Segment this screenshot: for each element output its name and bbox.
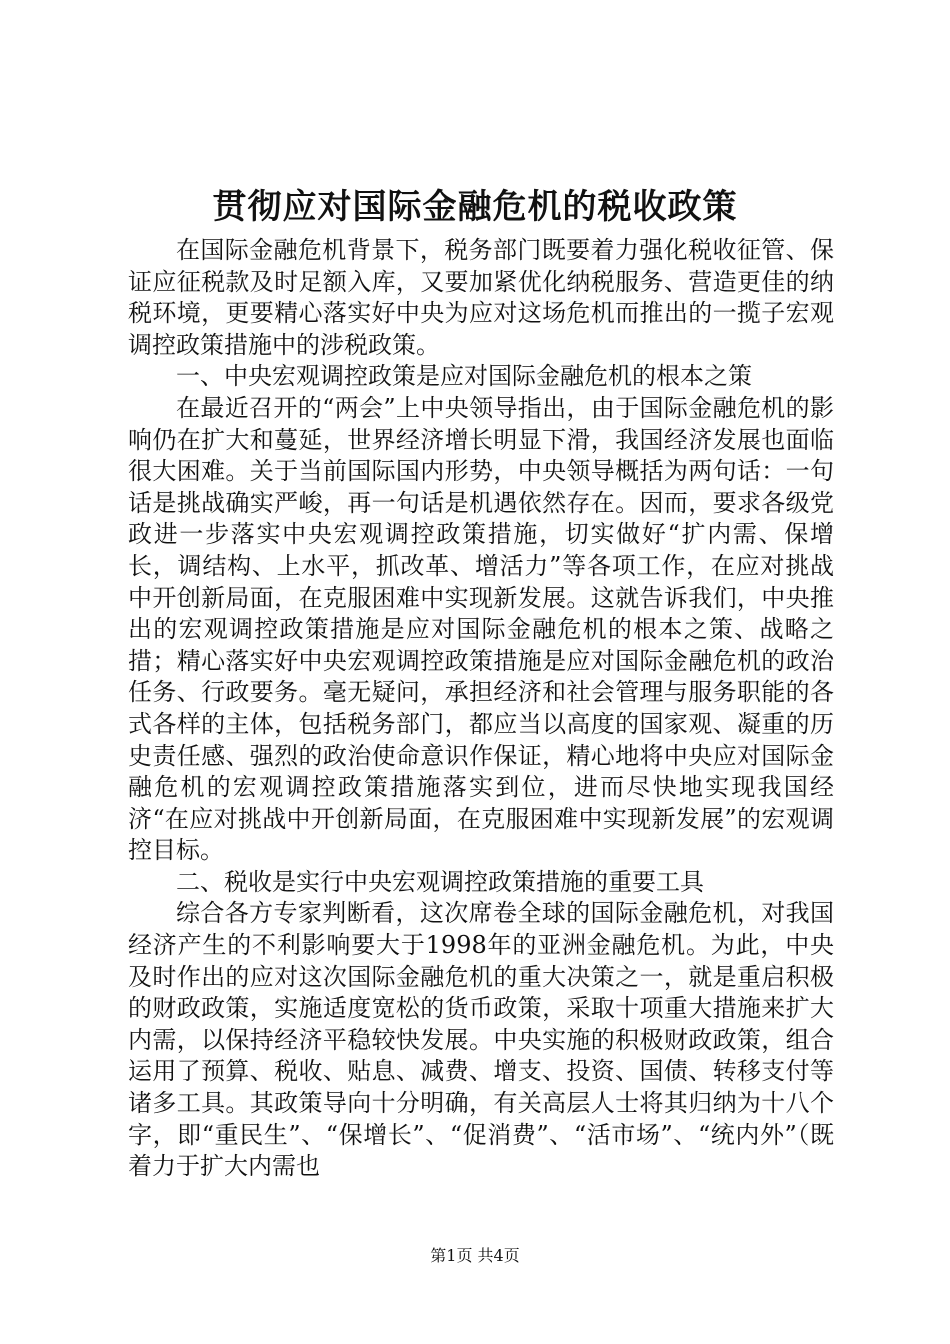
- paragraph-section-1: 在最近召开的“两会”上中央领导指出，由于国际金融危机的影响仍在扩大和蔓延，世界经济增长明显下滑，我国经济发展也面临很大困难。关于当前国际国内形势，中央领导概括为两句话：一句话是挑战确实严峻，再一句话是机遇依然存在。因而，要求各级党政进一步落实中央宏观调控政策措施，切实做好“扩内需、保增长，调结构、上水平，抓改革、增活力”等各项工作，在应对挑战中开创新局面，在克服困难中实现新发展。这就告诉我们，中央推出的宏观调控政策措施是应对国际金融危机的根本之策、战略之措；精心落实好中央宏观调控政策措施是应对国际金融危机的政治任务、行政要务。毫无疑问，承担经济和社会管理与服务职能的各式各样的主体，包括税务部门，都应当以高度的国家观、凝重的历史责任感、强烈的政治使命意识作保证，精心地将中央应对国际金融危机的宏观调控政策措施落实到位，进而尽快地实现我国经济“在应对挑战中开创新局面，在克服困难中实现新发展”的宏观调控目标。: [128, 393, 834, 865]
- paragraph-section-2: 综合各方专家判断看，这次席卷全球的国际金融危机，对我国经济产生的不利影响要大于1998年的亚洲金融危机。为此，中央及时作出的应对这次国际金融危机的重大决策之一，就是重启积极的财政政策，实施适度宽松的货币政策，采取十项重大措施来扩大内需，以保持经济平稳较快发展。中央实施的积极财政政策，组合运用了预算、税收、贴息、减费、增支、投资、国债、转移支付等诸多工具。其政策导向十分明确，有关高层人士将其归纳为十八个字，即“重民生”、“保增长”、“促消费”、“活市场”、“统内外”（既着力于扩大内需也: [128, 899, 834, 1181]
- section-heading-2: 二、税收是实行中央宏观调控政策措施的重要工具: [176, 867, 704, 896]
- document-title: 贯彻应对国际金融危机的税收政策: [212, 187, 738, 227]
- page-footer: 第1页 共4页: [430, 1246, 520, 1265]
- section-heading-1: 一、中央宏观调控政策是应对国际金融危机的根本之策: [176, 362, 752, 391]
- document-body: [128, 235, 834, 1183]
- paragraph-intro: 在国际金融危机背景下，税务部门既要着力强化税收征管、保证应征税款及时足额入库，又要加紧优化纳税服务、营造更佳的纳税环境，更要精心落实好中央为应对这场危机而推出的一揽子宏观调控政策措施中的涉税政策。: [128, 236, 834, 359]
